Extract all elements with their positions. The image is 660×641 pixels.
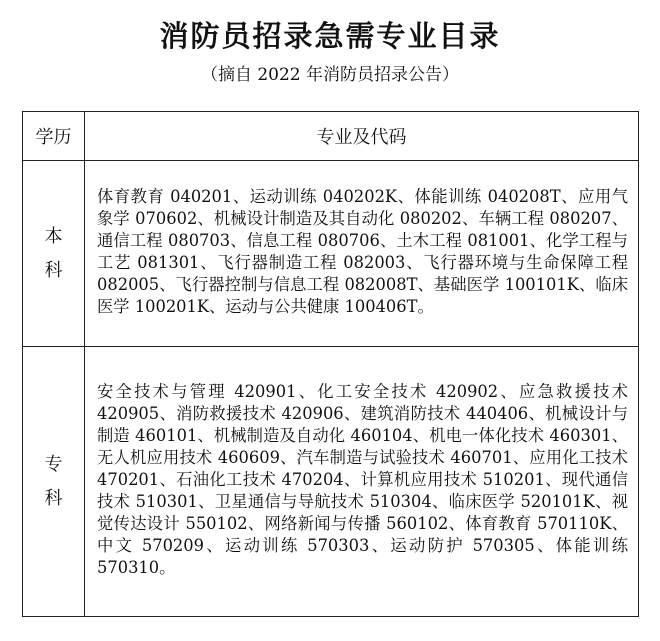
table-header-row	[23, 112, 639, 161]
level-char: 本	[44, 225, 63, 247]
table-row	[23, 161, 639, 347]
majors-table	[22, 111, 639, 617]
level-char: 科	[44, 487, 63, 509]
level-char: 专	[44, 453, 63, 475]
header-education: 学历	[23, 112, 85, 161]
education-level-undergrad	[23, 161, 85, 347]
table-row	[23, 347, 639, 617]
majors-undergrad: 体育教育 040201、运动训练 040202K、体能训练 040208T、应用气象学 070602、机械设计制造及其自动化 080202、车辆工程 080207、通信工程 080703、信息工程 080706、土木工程 081001、化学工程与工艺 081301、飞行器制造工程 082003、飞行器环境与生命保障工程 082005、飞行器控制与信息工程 082008T、基础医学 100101K、临床医学 100201K、运动与公共健康 100406T。	[85, 161, 639, 347]
page-title: 消防员招录急需专业目录	[159, 19, 501, 53]
level-char: 科	[44, 259, 63, 281]
majors-college: 安全技术与管理 420901、化工安全技术 420902、应急救援技术 420905、消防救援技术 420906、建筑消防技术 440406、机械设计与制造 460101、机械制造及自动化 460104、机电一体化技术 460301、无人机应用技术 460609、汽车制造与试验技术 460701、应用化工技术 470201、石油化工技术 470204、计算机应用技术 510201、现代通信技术 510301、卫星通信与导航技术 510304、临床医学 520101K、视觉传达设计 550102、网络新闻与传播 560102、体育教育 570110K、中文 570209、运动训练 570303、运动防护 570305、体能训练 570310。	[85, 347, 639, 617]
header-majors: 专业及代码	[85, 112, 639, 161]
page-subtitle: （摘自 2022 年消防员招录公告）	[200, 65, 460, 85]
education-level-college	[23, 347, 85, 617]
